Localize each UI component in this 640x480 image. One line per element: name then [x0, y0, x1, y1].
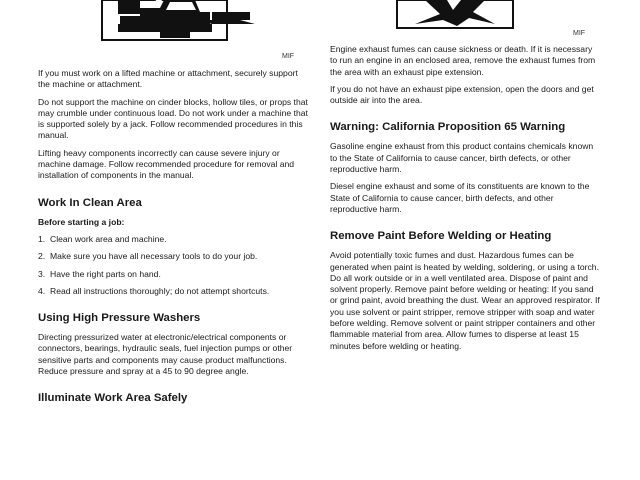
- list-item: 3. Have the right parts on hand.: [38, 268, 161, 279]
- prop65-heading: Warning: California Proposition 65 Warning: [330, 121, 566, 134]
- left-column: [38, 68, 308, 412]
- diesel-paragraph: Diesel engine exhaust and some of its constituents are known to the State of California to cause cancer, birth defects, and other reproductive harm.: [330, 181, 590, 214]
- work-clean-heading: Work In Clean Area: [38, 196, 142, 209]
- exhaust-extension-paragraph: If you do not have an exhaust pipe extension, open the doors and get outside air into the area.: [330, 83, 594, 106]
- before-job-lead: Before starting a job:: [38, 216, 125, 227]
- cinder-blocks-paragraph: Do not support the machine on cinder blocks, hollow tiles, or props that may crumble under continuous load. Do not work under a machine that is supported solely by a jack. Follow recommended procedures in this manual.: [38, 96, 308, 141]
- right-column: [330, 44, 600, 358]
- remove-paint-paragraph: Avoid potentially toxic fumes and dust. Hazardous fumes can be generated when paint is heated by welding, soldering, or using a torch. Do all work outside or in a well ventilated area. Dispose of paint and solvent properly. Remove paint before welding or heating: If you sand or grind paint, avoid breathing the dust. Wear an approved respirator. If you use solvent or paint stripper, remove stripper with soap and water before welding. Remove solvent or paint stripper containers and other flammable material from area. Allow fumes to disperse at least 15 minutes before welding or heating.: [330, 250, 600, 351]
- list-item: 2. Make sure you have all necessary tools to do your job.: [38, 251, 258, 262]
- illustration-caption-left: MIF: [282, 53, 295, 60]
- gasoline-paragraph: Gasoline engine exhaust from this product contains chemicals known to the State of California to cause cancer, birth defects, or other reproductive harm.: [330, 141, 594, 175]
- exhaust-fumes-icon: [395, 0, 515, 48]
- exhaust-hazard-illustration: [395, 0, 515, 48]
- support-paragraph: If you must work on a lifted machine or attachment, securely support the machine or attachment.: [38, 68, 298, 90]
- pressure-washers-heading: Using High Pressure Washers: [38, 312, 201, 325]
- remove-paint-heading: Remove Paint Before Welding or Heating: [330, 230, 552, 243]
- exhaust-paragraph: Engine exhaust fumes can cause sickness or death. If it is necessary to run an engine in an enclosed area, remove the exhaust fumes from the area with an exhaust pipe extension.: [330, 44, 596, 77]
- illustration-caption-right: MIF: [573, 30, 586, 37]
- machine-on-stand-icon: [100, 0, 270, 48]
- lifted-machine-illustration: [100, 0, 270, 48]
- preparation-list: [38, 234, 308, 297]
- list-item: 4. Read all instructions thoroughly; do not attempt shortcuts.: [38, 285, 270, 296]
- lifting-paragraph: Lifting heavy components incorrectly can cause severe injury or machine damage. Follow recommended procedure for removal and installation of components in the manual.: [38, 147, 295, 181]
- pressure-washers-paragraph: Directing pressurized water at electronic/electrical components or connectors, bearings, hydraulic seals, fuel injection pumps or other sensitive parts and components may cause product malfunctions. Reduce pressure and spray at a 45 to 90 degree angle.: [38, 332, 293, 377]
- list-item: 1. Clean work area and machine.: [38, 233, 167, 244]
- illuminate-heading: Illuminate Work Area Safely: [38, 392, 188, 405]
